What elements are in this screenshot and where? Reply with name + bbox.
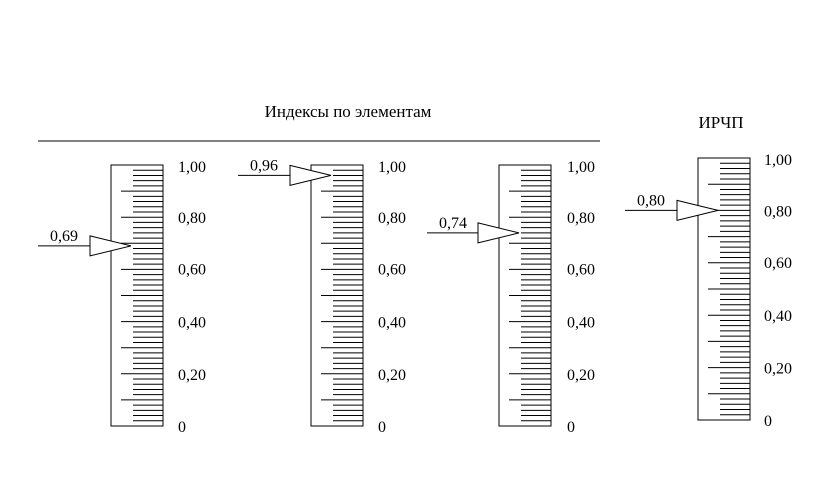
scale-label: 0 [178,419,186,436]
scale-label: 0,80 [378,210,406,228]
scale-label: 0,60 [378,261,406,279]
scale-label: 0 [764,413,772,430]
value-label: 0,74 [439,214,467,232]
scale-label: 0,60 [567,261,595,279]
scale-label: 0,40 [567,314,595,332]
scale-label: 0,40 [178,314,206,332]
scale-label: 1,00 [567,159,595,176]
scale-label: 0 [378,419,386,436]
scale-label: 0,20 [567,366,595,384]
scale-label: 1,00 [764,152,792,169]
scale-label: 0,60 [178,261,206,279]
scale-element-1 [38,159,206,436]
value-label: 0,96 [250,157,278,175]
scale-label: 0,80 [567,210,595,228]
scale-element-3 [427,159,595,436]
value-label: 0,69 [50,227,78,245]
scale-label: 0,80 [178,210,206,228]
scale-label: 0,40 [764,308,792,326]
hdi-heading: ИРЧП [698,113,744,132]
scale-label: 0 [567,419,575,436]
scale-label: 1,00 [378,159,406,176]
value-label: 0,80 [637,192,665,210]
scale-hdi [625,152,792,430]
scale-label: 0,20 [378,366,406,384]
scale-label: 0,20 [764,360,792,378]
scale-label: 0,20 [178,366,206,384]
group-heading: Индексы по элементам [264,102,432,121]
scale-label: 0,40 [378,314,406,332]
scale-label: 0,80 [764,203,792,221]
scale-label: 0,60 [764,254,792,272]
scale-element-2 [238,157,406,436]
scale-label: 1,00 [178,159,206,176]
